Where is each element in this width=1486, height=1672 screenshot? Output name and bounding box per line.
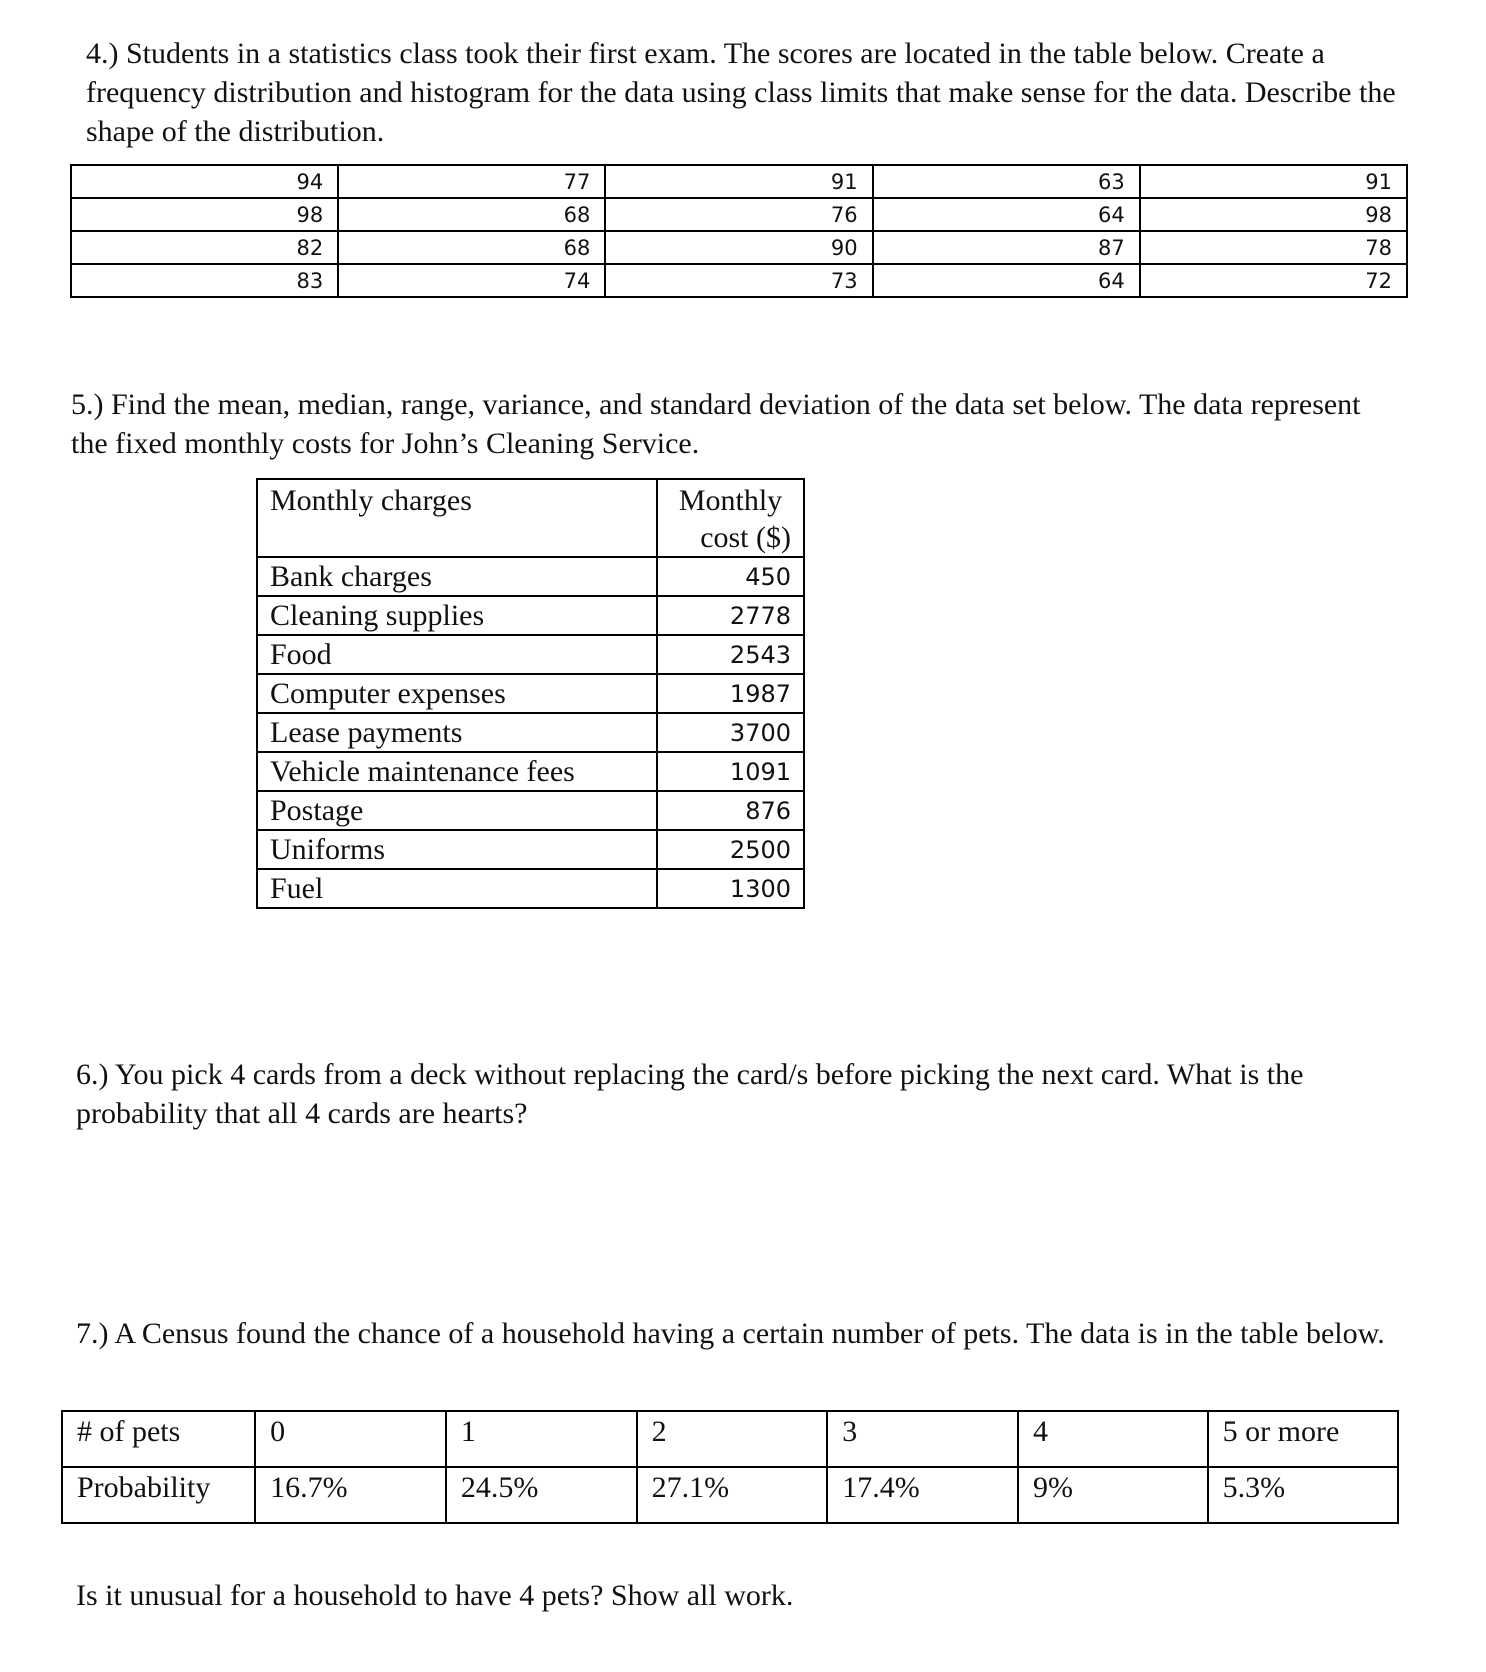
score-cell: 73 [605,264,872,297]
cost-item-value: 1300 [657,869,804,908]
probability-cell: 27.1% [637,1467,828,1523]
cost-item-value: 2778 [657,596,804,635]
cost-item-name: Postage [257,791,657,830]
costs-header-row [257,479,804,557]
score-cell: 78 [1140,231,1407,264]
probability-cell: 17.4% [827,1467,1018,1523]
question-6-text: 6.) You pick 4 cards from a deck without replacing the card/s before picking the next card. What is the probability that all 4 cards are hearts? [76,1058,1304,1130]
cost-row [257,791,804,830]
cost-item-value: 1091 [657,752,804,791]
cost-row [257,869,804,908]
pets-count-cell: 4 [1018,1411,1208,1467]
probability-cell: 5.3% [1208,1467,1398,1523]
cost-item-name: Bank charges [257,557,657,596]
cost-item-value: 876 [657,791,804,830]
pets-count-row [62,1411,1398,1467]
cost-item-value: 3700 [657,713,804,752]
cost-row [257,830,804,869]
cost-row [257,596,804,635]
cost-item-value: 2543 [657,635,804,674]
cost-item-name: Fuel [257,869,657,908]
cost-row [257,557,804,596]
cost-row [257,674,804,713]
score-cell: 98 [71,198,338,231]
cost-row [257,635,804,674]
cost-item-name: Computer expenses [257,674,657,713]
cost-item-value: 450 [657,557,804,596]
score-cell: 64 [873,198,1140,231]
question-7-followup: Is it unusual for a household to have 4 pets? Show all work. [76,1579,794,1612]
score-cell: 91 [1140,165,1407,198]
score-cell: 83 [71,264,338,297]
question-4-text: 4.) Students in a statistics class took their first exam. The scores are located in the table below. Create a frequency distribution and histogram for the data using class limits that make sense for the data. Describe the shape of the distribution. [86,37,1396,148]
pets-count-cell: 0 [255,1411,446,1467]
score-cell: 68 [338,231,605,264]
probability-cell: 16.7% [255,1467,446,1523]
header-cost-line1: Monthly [678,484,783,517]
cost-item-name: Lease payments [257,713,657,752]
score-cell: 63 [873,165,1140,198]
header-monthly-cost [657,479,804,557]
score-cell: 94 [71,165,338,198]
score-cell: 77 [338,165,605,198]
score-cell: 74 [338,264,605,297]
score-cell: 98 [1140,198,1407,231]
score-cell: 64 [873,264,1140,297]
question-7-text: 7.) A Census found the chance of a household having a certain number of pets. The data is in the table below. [76,1317,1385,1350]
score-cell: 87 [873,231,1140,264]
scores-row [71,198,1407,231]
monthly-costs-table [256,478,805,909]
header-monthly-charges: Monthly charges [257,479,657,557]
score-cell: 91 [605,165,872,198]
score-cell: 76 [605,198,872,231]
score-cell: 68 [338,198,605,231]
scores-row [71,231,1407,264]
score-cell: 82 [71,231,338,264]
pets-count-cell: 3 [827,1411,1018,1467]
scores-row [71,165,1407,198]
cost-item-name: Uniforms [257,830,657,869]
pets-count-cell: 2 [637,1411,828,1467]
score-cell: 90 [605,231,872,264]
probability-row-label: Probability [62,1467,255,1523]
probability-cell: 9% [1018,1467,1208,1523]
cost-item-name: Cleaning supplies [257,596,657,635]
cost-row [257,713,804,752]
question-5-text: 5.) Find the mean, median, range, variance, and standard deviation of the data set below. The data represent the fixed monthly costs for John’s Cleaning Service. [71,388,1361,460]
probability-row [62,1467,1398,1523]
pets-row-label: # of pets [62,1411,255,1467]
pets-probability-table [61,1410,1399,1524]
header-cost-line2: cost ($) [700,521,791,554]
score-cell: 72 [1140,264,1407,297]
cost-row [257,752,804,791]
scores-row [71,264,1407,297]
pets-count-cell: 1 [446,1411,637,1467]
probability-cell: 24.5% [446,1467,637,1523]
cost-item-value: 2500 [657,830,804,869]
exam-scores-table [70,164,1408,298]
pets-count-cell: 5 or more [1208,1411,1398,1467]
cost-item-name: Vehicle maintenance fees [257,752,657,791]
cost-item-value: 1987 [657,674,804,713]
cost-item-name: Food [257,635,657,674]
